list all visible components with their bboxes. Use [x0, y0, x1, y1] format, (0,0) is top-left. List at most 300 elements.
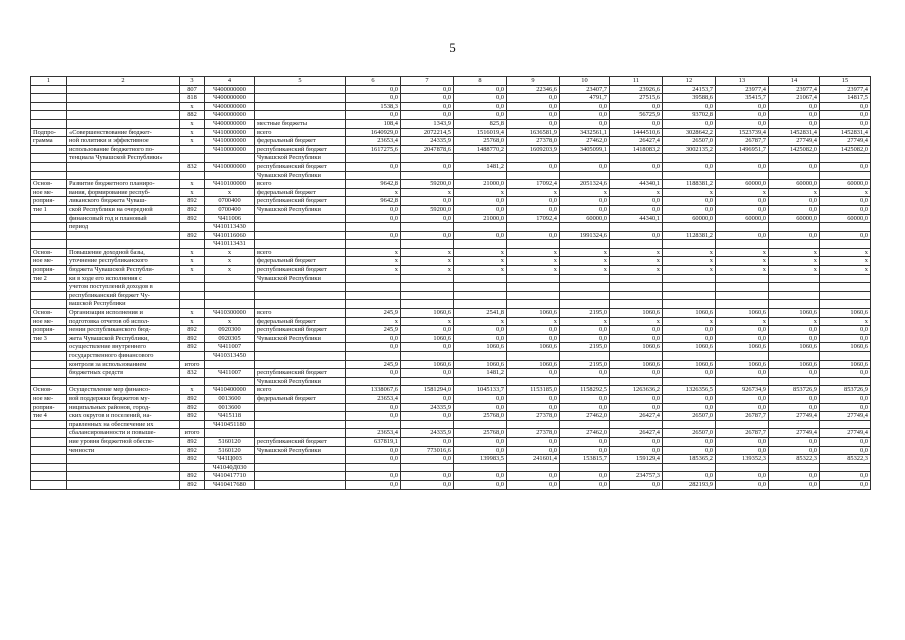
description-cell: ченности	[67, 446, 180, 455]
value-cell: x	[346, 248, 401, 257]
code-cell: итого	[180, 360, 205, 369]
value-cell: 26507,0	[663, 429, 716, 438]
source-cell: местные бюджеты	[255, 119, 346, 128]
value-cell: 1188381,2	[663, 180, 716, 189]
description-cell: «Совершенствование бюджет-	[67, 128, 180, 137]
value-cell	[716, 291, 769, 300]
value-cell: 0,0	[716, 231, 769, 240]
value-cell: 0,0	[507, 326, 560, 335]
value-cell: 159129,4	[610, 455, 663, 464]
value-cell: 1617275,6	[346, 145, 401, 154]
value-cell: 23977,4	[769, 85, 820, 94]
section-label-cell	[31, 283, 67, 292]
classification-cell	[205, 171, 255, 180]
value-cell: 0,0	[560, 205, 610, 214]
table-row	[31, 248, 871, 257]
value-cell: 85322,3	[769, 455, 820, 464]
value-cell: 0,0	[454, 94, 507, 103]
section-label-cell	[31, 446, 67, 455]
value-cell: 3432561,1	[560, 128, 610, 137]
code-cell	[180, 145, 205, 154]
value-cell: x	[454, 248, 507, 257]
value-cell: 773016,6	[401, 446, 454, 455]
description-cell: ниципальных районов, город-	[67, 403, 180, 412]
value-cell: 1516019,4	[454, 128, 507, 137]
value-cell	[507, 171, 560, 180]
value-cell: 27749,4	[820, 412, 871, 421]
value-cell	[769, 377, 820, 386]
value-cell: 26427,4	[610, 412, 663, 421]
description-cell: ской Республики на очередной	[67, 205, 180, 214]
value-cell: 27749,4	[820, 137, 871, 146]
code-cell	[180, 283, 205, 292]
value-cell	[716, 463, 769, 472]
value-cell	[610, 377, 663, 386]
value-cell: 2195,0	[560, 343, 610, 352]
value-cell: x	[401, 188, 454, 197]
value-cell: 0,0	[346, 480, 401, 489]
value-cell	[820, 377, 871, 386]
description-cell: нении республиканского бюд-	[67, 326, 180, 335]
value-cell: 0,0	[663, 334, 716, 343]
value-cell: 0,0	[507, 111, 560, 120]
value-cell: 0,0	[346, 94, 401, 103]
table-row	[31, 205, 871, 214]
classification-cell: Ч411007	[205, 369, 255, 378]
table-row	[31, 420, 871, 429]
value-cell: x	[716, 266, 769, 275]
value-cell: 22346,6	[507, 85, 560, 94]
section-label-cell	[31, 291, 67, 300]
value-cell	[610, 240, 663, 249]
source-cell: федеральный бюджет	[255, 394, 346, 403]
value-cell: 0,0	[454, 480, 507, 489]
value-cell: 2541,8	[454, 309, 507, 318]
source-cell	[255, 231, 346, 240]
description-cell: ских округов и поселений, на-	[67, 412, 180, 421]
source-cell: республиканский бюджет	[255, 197, 346, 206]
value-cell	[346, 291, 401, 300]
value-cell: 139352,3	[716, 455, 769, 464]
value-cell: 0,0	[454, 394, 507, 403]
value-cell: x	[346, 257, 401, 266]
value-cell: 0,0	[716, 326, 769, 335]
value-cell	[401, 274, 454, 283]
value-cell: 24335,9	[401, 429, 454, 438]
value-cell: 0,0	[820, 102, 871, 111]
section-label-cell	[31, 231, 67, 240]
value-cell: 0,0	[507, 472, 560, 481]
header-row	[31, 77, 871, 86]
value-cell: 60000,0	[663, 214, 716, 223]
value-cell: 0,0	[716, 119, 769, 128]
value-cell: 185365,2	[663, 455, 716, 464]
value-cell	[610, 274, 663, 283]
code-cell: x	[180, 102, 205, 111]
table-row	[31, 309, 871, 318]
classification-cell: Ч411006	[205, 214, 255, 223]
value-cell: x	[663, 188, 716, 197]
value-cell: 0,0	[454, 403, 507, 412]
classification-cell: Ч410400000	[205, 386, 255, 395]
value-cell: 0,0	[820, 334, 871, 343]
header-cell: 13	[716, 77, 769, 86]
value-cell: 0,0	[560, 369, 610, 378]
section-label-cell: ное ме-	[31, 257, 67, 266]
source-cell: Чувашской Республики	[255, 377, 346, 386]
value-cell: 0,0	[820, 231, 871, 240]
value-cell: 0,0	[769, 472, 820, 481]
value-cell	[507, 240, 560, 249]
classification-cell	[205, 429, 255, 438]
classification-cell	[205, 154, 255, 163]
value-cell: 0,0	[769, 205, 820, 214]
section-label-cell: роприя-	[31, 266, 67, 275]
value-cell: 1060,6	[716, 343, 769, 352]
section-label-cell	[31, 300, 67, 309]
value-cell: 0,0	[346, 369, 401, 378]
description-cell	[67, 472, 180, 481]
value-cell	[610, 300, 663, 309]
header-cell: 12	[663, 77, 716, 86]
value-cell: 23977,4	[716, 85, 769, 94]
value-cell: x	[716, 317, 769, 326]
section-label-cell: тие 1	[31, 205, 67, 214]
value-cell	[769, 171, 820, 180]
value-cell: 0,0	[663, 119, 716, 128]
value-cell: 0,0	[610, 369, 663, 378]
value-cell	[820, 352, 871, 361]
value-cell	[716, 274, 769, 283]
source-cell	[255, 102, 346, 111]
value-cell: 0,0	[454, 102, 507, 111]
code-cell: 832	[180, 162, 205, 171]
value-cell: 139983,5	[454, 455, 507, 464]
value-cell: 0,0	[610, 102, 663, 111]
code-cell	[180, 377, 205, 386]
value-cell: 0,0	[401, 85, 454, 94]
value-cell: x	[560, 188, 610, 197]
source-cell: Чувашской Республики	[255, 334, 346, 343]
value-cell	[507, 223, 560, 232]
table-row	[31, 283, 871, 292]
value-cell: 0,0	[507, 403, 560, 412]
table-row	[31, 257, 871, 266]
source-cell	[255, 291, 346, 300]
value-cell: 0,0	[716, 446, 769, 455]
source-cell	[255, 420, 346, 429]
value-cell: 1991324,6	[560, 231, 610, 240]
value-cell	[507, 300, 560, 309]
value-cell: 1343,9	[401, 119, 454, 128]
source-cell	[255, 300, 346, 309]
value-cell	[507, 154, 560, 163]
description-cell: государственного финансового	[67, 352, 180, 361]
value-cell: 59200,0	[401, 180, 454, 189]
source-cell: республиканский бюджет	[255, 326, 346, 335]
value-cell: 0,0	[716, 437, 769, 446]
value-cell	[346, 154, 401, 163]
value-cell: 1609203,9	[507, 145, 560, 154]
value-cell: 0,0	[454, 205, 507, 214]
value-cell: x	[507, 317, 560, 326]
value-cell: 25768,0	[454, 429, 507, 438]
value-cell: 0,0	[610, 205, 663, 214]
value-cell: 25768,0	[454, 137, 507, 146]
section-label-cell	[31, 214, 67, 223]
value-cell: 0,0	[610, 197, 663, 206]
value-cell	[454, 274, 507, 283]
header-cell: 11	[610, 77, 663, 86]
value-cell: 1060,6	[401, 334, 454, 343]
value-cell: 108,4	[346, 119, 401, 128]
value-cell: 0,0	[346, 334, 401, 343]
code-cell: 892	[180, 437, 205, 446]
value-cell: x	[507, 266, 560, 275]
value-cell: 1060,6	[663, 309, 716, 318]
value-cell	[663, 300, 716, 309]
header-cell: 2	[67, 77, 180, 86]
table-row	[31, 291, 871, 300]
description-cell: контроля за использованием	[67, 360, 180, 369]
value-cell: 2072214,5	[401, 128, 454, 137]
value-cell	[820, 300, 871, 309]
classification-cell: Ч410000000	[205, 137, 255, 146]
value-cell: 1060,6	[401, 360, 454, 369]
value-cell: 1636581,9	[507, 128, 560, 137]
value-cell: 0,0	[820, 446, 871, 455]
value-cell: 0,0	[769, 111, 820, 120]
description-cell	[67, 102, 180, 111]
value-cell: 39588,6	[663, 94, 716, 103]
description-cell: ной политики и эффективное	[67, 137, 180, 146]
header-cell: 10	[560, 77, 610, 86]
source-cell	[255, 343, 346, 352]
value-cell	[769, 420, 820, 429]
value-cell: x	[820, 317, 871, 326]
value-cell: 0,0	[401, 394, 454, 403]
section-label-cell	[31, 463, 67, 472]
value-cell: 1481,2	[454, 369, 507, 378]
value-cell	[663, 420, 716, 429]
section-label-cell: тие 2	[31, 274, 67, 283]
value-cell	[663, 171, 716, 180]
table-row	[31, 223, 871, 232]
section-label-cell	[31, 455, 67, 464]
section-label-cell: тие 3	[31, 334, 67, 343]
value-cell: 1060,6	[507, 343, 560, 352]
value-cell: 25768,0	[454, 412, 507, 421]
value-cell: 0,0	[401, 94, 454, 103]
table-row	[31, 343, 871, 352]
value-cell: 26787,7	[716, 412, 769, 421]
value-cell: 245,9	[346, 360, 401, 369]
value-cell: 2051324,6	[560, 180, 610, 189]
value-cell: 23407,7	[560, 85, 610, 94]
value-cell: 0,0	[560, 162, 610, 171]
table-row	[31, 412, 871, 421]
value-cell: 1060,6	[454, 343, 507, 352]
value-cell	[401, 352, 454, 361]
value-cell: x	[346, 266, 401, 275]
code-cell: 892	[180, 343, 205, 352]
value-cell: 1452831,4	[820, 128, 871, 137]
code-cell: 892	[180, 472, 205, 481]
value-cell: 0,0	[663, 394, 716, 403]
value-cell: 853726,9	[820, 386, 871, 395]
value-cell	[610, 352, 663, 361]
value-cell	[401, 377, 454, 386]
value-cell: 0,0	[454, 446, 507, 455]
description-cell	[67, 162, 180, 171]
value-cell: 1060,6	[610, 343, 663, 352]
value-cell	[454, 291, 507, 300]
value-cell: 0,0	[507, 162, 560, 171]
value-cell: 0,0	[507, 94, 560, 103]
code-cell: x	[180, 128, 205, 137]
value-cell: 27462,0	[560, 412, 610, 421]
value-cell: 1060,6	[769, 343, 820, 352]
value-cell: 60000,0	[560, 214, 610, 223]
value-cell: 1060,6	[663, 360, 716, 369]
value-cell: 1060,6	[769, 309, 820, 318]
value-cell: 0,0	[560, 119, 610, 128]
value-cell: 27378,0	[507, 137, 560, 146]
description-cell: ки в ходе его исполнения с	[67, 274, 180, 283]
code-cell: 882	[180, 111, 205, 120]
source-cell: Чувашской Республики	[255, 171, 346, 180]
section-label-cell: тие 4	[31, 412, 67, 421]
value-cell: 1158292,5	[560, 386, 610, 395]
classification-cell	[205, 360, 255, 369]
section-label-cell	[31, 102, 67, 111]
classification-cell: Ч410100000	[205, 180, 255, 189]
description-cell: Осуществление мер финансо-	[67, 386, 180, 395]
value-cell	[560, 352, 610, 361]
value-cell: 0,0	[346, 85, 401, 94]
value-cell: 3405099,1	[560, 145, 610, 154]
budget-table	[30, 76, 871, 490]
value-cell	[507, 420, 560, 429]
source-cell: федеральный бюджет	[255, 257, 346, 266]
source-cell	[255, 403, 346, 412]
value-cell: 0,0	[820, 369, 871, 378]
code-cell: 892	[180, 231, 205, 240]
table-row	[31, 197, 871, 206]
value-cell: 24335,9	[401, 403, 454, 412]
value-cell: 0,0	[507, 480, 560, 489]
classification-cell: Ч400000000	[205, 85, 255, 94]
section-label-cell	[31, 437, 67, 446]
source-cell: федеральный бюджет	[255, 137, 346, 146]
value-cell: 27515,6	[610, 94, 663, 103]
value-cell: x	[401, 248, 454, 257]
value-cell: 1060,6	[401, 309, 454, 318]
value-cell: x	[769, 257, 820, 266]
source-cell: Чувашской Республики	[255, 154, 346, 163]
value-cell: 23977,4	[820, 85, 871, 94]
source-cell: всего	[255, 180, 346, 189]
code-cell: 892	[180, 480, 205, 489]
value-cell	[346, 171, 401, 180]
value-cell: 0,0	[820, 403, 871, 412]
classification-cell: Ч410313450	[205, 352, 255, 361]
classification-cell: x	[205, 257, 255, 266]
code-cell: x	[180, 309, 205, 318]
value-cell: 0,0	[401, 197, 454, 206]
value-cell: 23926,6	[610, 85, 663, 94]
code-cell: 892	[180, 412, 205, 421]
description-cell: Организация исполнения и	[67, 309, 180, 318]
section-label-cell	[31, 352, 67, 361]
value-cell: 0,0	[820, 119, 871, 128]
section-label-cell: Основ-	[31, 180, 67, 189]
table-row	[31, 274, 871, 283]
value-cell: 0,0	[401, 480, 454, 489]
value-cell	[346, 352, 401, 361]
value-cell	[401, 300, 454, 309]
table-row	[31, 240, 871, 249]
value-cell: 0,0	[716, 394, 769, 403]
classification-cell: Ч400000000	[205, 94, 255, 103]
value-cell: 35415,7	[716, 94, 769, 103]
value-cell	[454, 240, 507, 249]
table-row	[31, 128, 871, 137]
value-cell: 245,9	[346, 309, 401, 318]
value-cell: 0,0	[560, 394, 610, 403]
source-cell	[255, 85, 346, 94]
section-label-cell	[31, 171, 67, 180]
value-cell	[560, 291, 610, 300]
value-cell: 17092,4	[507, 180, 560, 189]
value-cell: 0,0	[454, 197, 507, 206]
value-cell: 0,0	[610, 231, 663, 240]
description-cell	[67, 171, 180, 180]
value-cell: 0,0	[454, 231, 507, 240]
value-cell: x	[346, 188, 401, 197]
value-cell	[401, 154, 454, 163]
value-cell: 0,0	[560, 480, 610, 489]
value-cell: 0,0	[401, 343, 454, 352]
value-cell: 1523739,4	[716, 128, 769, 137]
description-cell: использование бюджетного по-	[67, 145, 180, 154]
value-cell: 27378,0	[507, 412, 560, 421]
value-cell	[560, 377, 610, 386]
value-cell: 60000,0	[769, 180, 820, 189]
classification-cell: Ч41040Д030	[205, 463, 255, 472]
value-cell: 0,0	[663, 369, 716, 378]
value-cell: x	[401, 257, 454, 266]
section-label-cell	[31, 111, 67, 120]
value-cell: x	[401, 266, 454, 275]
value-cell: 60000,0	[820, 180, 871, 189]
value-cell	[610, 171, 663, 180]
classification-cell: Ч410000000	[205, 162, 255, 171]
section-label-cell: Основ-	[31, 386, 67, 395]
value-cell: 0,0	[507, 437, 560, 446]
value-cell: 0,0	[507, 334, 560, 343]
value-cell	[560, 240, 610, 249]
code-cell	[180, 171, 205, 180]
section-label-cell	[31, 162, 67, 171]
value-cell	[769, 283, 820, 292]
code-cell: итого	[180, 429, 205, 438]
classification-cell: Ч410113430	[205, 223, 255, 232]
description-cell: ние уровня бюджетной обеспе-	[67, 437, 180, 446]
value-cell: 0,0	[560, 334, 610, 343]
value-cell	[769, 154, 820, 163]
classification-cell: Ч410417710	[205, 472, 255, 481]
